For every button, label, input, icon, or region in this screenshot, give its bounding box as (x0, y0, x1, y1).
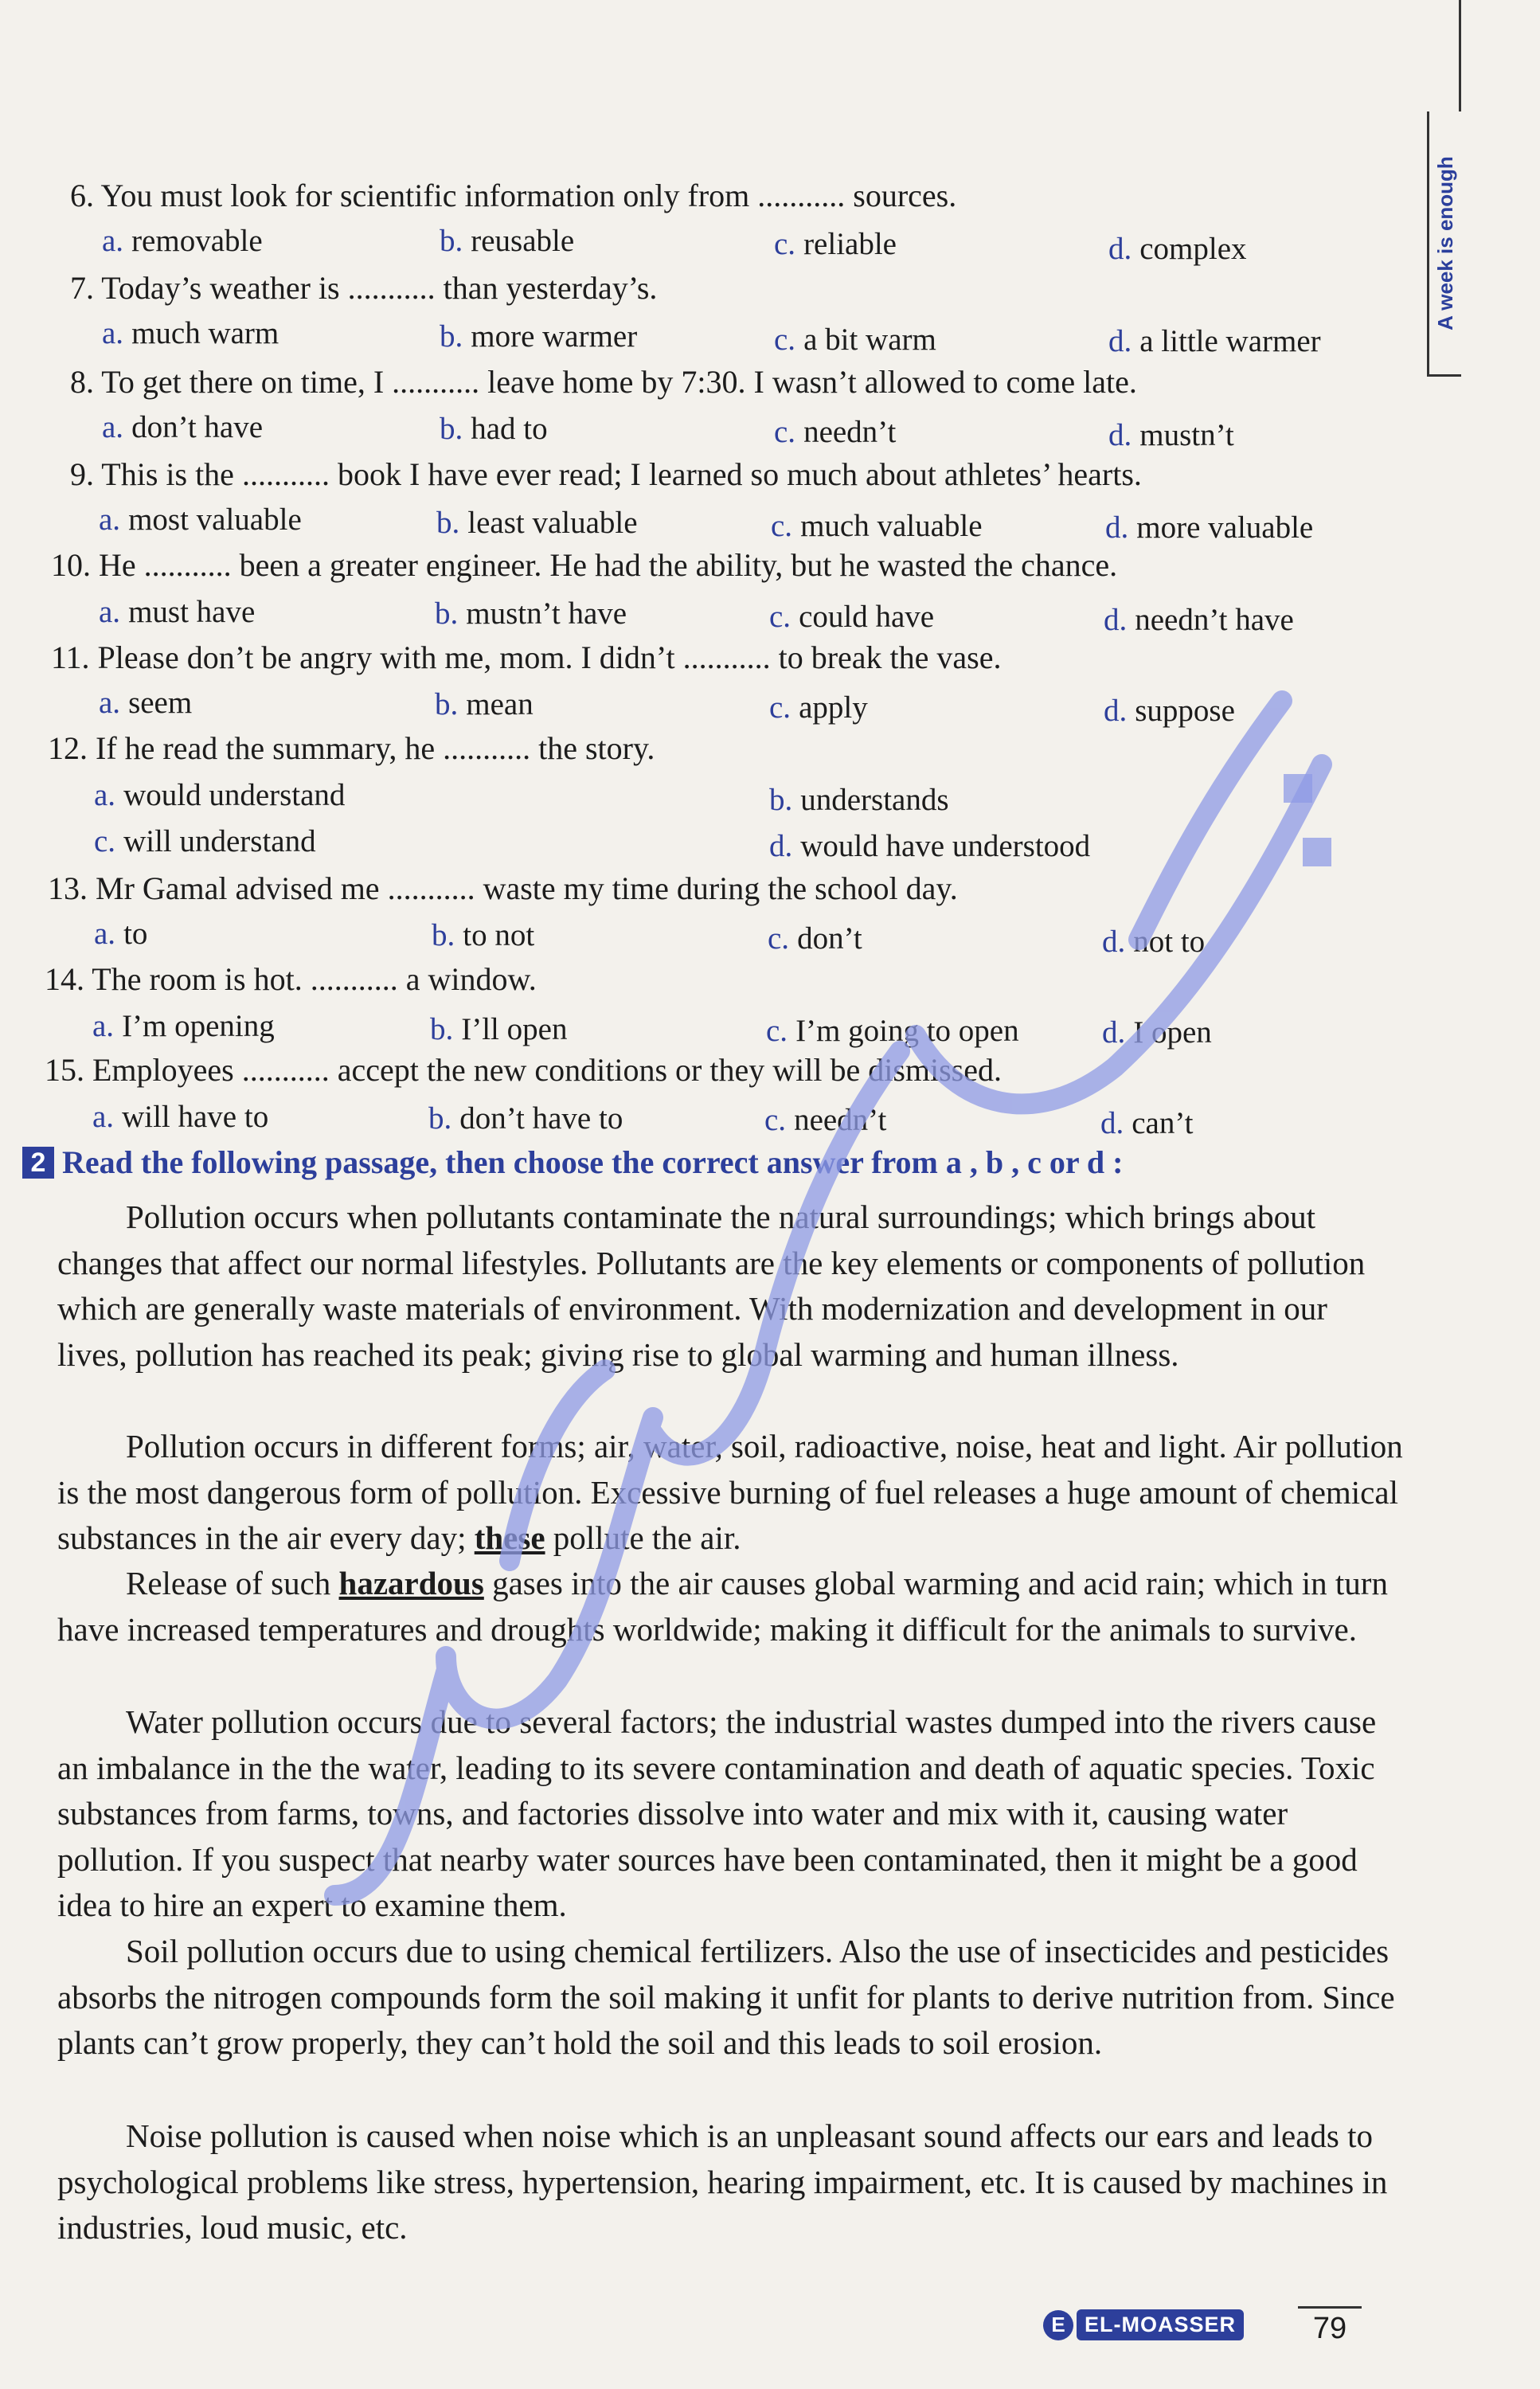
option-c[interactable]: c. could have (769, 600, 935, 634)
passage-paragraph: Noise pollution is caused when noise which is an unpleasant sound affects our ears and leads to psychological problems like stress, hypertension, hearing impairment, etc. It is caused by machines in industries, loud music, etc. (57, 2117, 1388, 2246)
option-b[interactable]: b. least valuable (436, 506, 638, 540)
section-number: 2 (22, 1147, 54, 1179)
option-a[interactable]: a. to (94, 917, 148, 951)
option-a[interactable]: a. I’m opening (92, 1009, 275, 1043)
question-8: 8. To get there on time, I ........... leave home by 7:30. I wasn’t allowed to come late. (70, 364, 1137, 400)
option-d[interactable]: d. would have understood (769, 829, 1091, 863)
side-tab-label: A week is enough (1433, 155, 1457, 330)
option-c[interactable]: c. much valuable (771, 509, 983, 543)
option-c[interactable]: c. don’t (768, 921, 862, 956)
option-a[interactable]: a. seem (99, 686, 193, 720)
option-c[interactable]: c. will understand (94, 824, 316, 858)
question-12: 12. If he read the summary, he ........... the story. (48, 730, 655, 766)
passage-paragraph: Soil pollution occurs due to using chemical fertilizers. Also the use of insecticides and pesticides absorbs the nitrogen compounds form the soil making it unfit for plants to derive nutrition from. Since plants can’t grow properly, they can’t hold the soil and this leads to soil erosion. (57, 1933, 1395, 2061)
option-a[interactable]: a. must have (99, 595, 256, 629)
option-c[interactable]: c. apply (769, 690, 868, 725)
question-14: 14. The room is hot. ........... a window. (45, 961, 537, 997)
option-b[interactable]: b. mustn’t have (435, 596, 627, 631)
question-15: 15. Employees ........... accept the new conditions or they will be dismissed. (45, 1052, 1002, 1088)
option-b[interactable]: b. reusable (440, 224, 575, 258)
option-d[interactable]: d. not to (1102, 925, 1206, 959)
question-6: 6. You must look for scientific information only from ........... sources. (70, 178, 957, 213)
option-d[interactable]: d. I open (1102, 1015, 1212, 1050)
question-11: 11. Please don’t be angry with me, mom. I didn’t ........... to break the vase. (51, 639, 1002, 675)
section-instructions: Read the following passage, then choose the correct answer from a , b , c or d : (62, 1144, 1124, 1180)
publisher-name: EL-MOASSER (1077, 2309, 1244, 2340)
option-d[interactable]: d. complex (1108, 232, 1247, 266)
passage-paragraph: Pollution occurs in different forms; air, water, soil, radioactive, noise, heat and light. Air pollution is the most dangerous form of pollution. Excessive burning of fuel releases a huge amount of chemical substances in the air every day; these pollute the air. (57, 1428, 1403, 1556)
option-b[interactable]: b. understands (769, 783, 949, 817)
question-7: 7. Today’s weather is ........... than yesterday’s. (70, 270, 658, 306)
passage-paragraph: Release of such hazardous gases into the air causes global warming and acid rain; which in turn have increased temperatures and droughts worldwide; making it difficult for the animals to survive. (57, 1565, 1388, 1648)
option-d[interactable]: d. more valuable (1105, 510, 1314, 545)
option-b[interactable]: b. had to (440, 412, 548, 446)
option-c[interactable]: c. a bit warm (774, 323, 936, 357)
question-9: 9. This is the ........... book I have ever read; I learned so much about athletes’ hearts. (70, 456, 1142, 492)
option-b[interactable]: b. mean (435, 687, 534, 721)
option-a[interactable]: a. don’t have (102, 410, 264, 444)
option-a[interactable]: a. removable (102, 224, 263, 258)
option-b[interactable]: b. don’t have to (428, 1101, 623, 1136)
passage-paragraph: Water pollution occurs due to several factors; the industrial wastes dumped into the rivers cause an imbalance in the the water, leading to its severe contamination and death of aquatic species. Toxic substances from farms, towns, and factories dissolve into water and mix with it, causing water pollution. If you suspect that nearby water sources have been contaminated, then it might be a good idea to hire an expert to examine them. (57, 1703, 1377, 1923)
option-d[interactable]: d. can’t (1100, 1106, 1194, 1140)
option-d[interactable]: d. needn’t have (1104, 603, 1294, 637)
option-c[interactable]: c. needn’t (764, 1103, 887, 1137)
underlined-word-these: these (474, 1519, 545, 1556)
option-a[interactable]: a. will have to (92, 1100, 269, 1134)
page-edge-line (1459, 0, 1461, 111)
option-d[interactable]: d. mustn’t (1108, 418, 1234, 452)
option-a[interactable]: a. would understand (94, 778, 346, 812)
side-tab (1427, 111, 1461, 377)
option-b[interactable]: b. to not (432, 918, 535, 952)
question-13: 13. Mr Gamal advised me ........... waste my time during the school day. (48, 870, 958, 906)
page-number: 79 (1298, 2306, 1362, 2346)
option-a[interactable]: a. most valuable (99, 502, 302, 537)
option-c[interactable]: c. I’m going to open (766, 1014, 1019, 1048)
logo-icon: E (1043, 2310, 1073, 2340)
option-c[interactable]: c. needn’t (774, 415, 897, 449)
option-d[interactable]: d. suppose (1104, 694, 1235, 728)
option-b[interactable]: b. I’ll open (430, 1012, 568, 1046)
option-b[interactable]: b. more warmer (440, 319, 638, 354)
option-c[interactable]: c. reliable (774, 227, 897, 261)
passage-paragraph: Pollution occurs when pollutants contaminate the natural surroundings; which brings about changes that affect our normal lifestyles. Pollutants are the key elements or components of pollution which are generally waste materials of environment. With modernization and development in our lives, pollution has reached its peak; giving rise to global warming and human illness. (57, 1198, 1366, 1373)
section-header (22, 1144, 1123, 1181)
option-a[interactable]: a. much warm (102, 316, 279, 350)
option-d[interactable]: d. a little warmer (1108, 324, 1321, 358)
question-10: 10. He ........... been a greater engineer. He had the ability, but he wasted the chance. (51, 547, 1118, 583)
publisher-logo (1043, 2309, 1244, 2340)
underlined-word-hazardous: hazardous (338, 1565, 484, 1601)
